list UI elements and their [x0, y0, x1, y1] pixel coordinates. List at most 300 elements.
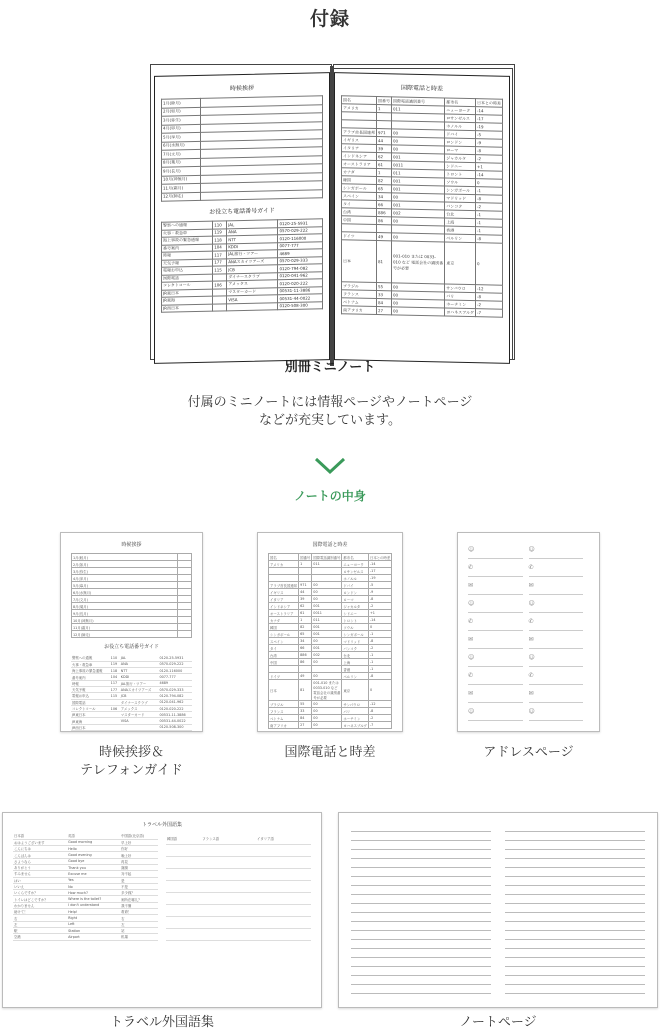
- table-cell: 886: [299, 652, 312, 659]
- table-cell: 886: [377, 209, 392, 217]
- phone-icon: ✆: [468, 564, 474, 571]
- table-row: [72, 617, 192, 624]
- phone-guide-table: [161, 218, 323, 312]
- table-cell: 971: [377, 129, 392, 137]
- table-cell: Station: [67, 927, 120, 933]
- caption-line: トラベル外国語集: [109, 1015, 214, 1030]
- address-line: [529, 685, 584, 703]
- card-guide-table: [71, 655, 192, 731]
- table-cell: 香港: [342, 666, 369, 673]
- table-cell: -8: [476, 293, 503, 302]
- table-cell: 0: [368, 680, 391, 701]
- card-travel-phrases: [2, 812, 322, 1008]
- table-cell: 00: [392, 307, 445, 316]
- table-cell: Help!: [67, 909, 120, 915]
- table-cell: アラブ首長国連邦: [342, 128, 377, 137]
- table-cell: -14: [476, 171, 503, 180]
- description-line: 付属のミニノートには情報ページやノートページ: [187, 395, 473, 410]
- note-line: [351, 913, 491, 922]
- note-line: [505, 832, 645, 841]
- table-row: [72, 624, 192, 631]
- table-cell: [312, 575, 342, 582]
- header-cell: フランス語: [201, 833, 256, 845]
- table-cell: ホノルル: [445, 122, 476, 131]
- table-cell: フランス: [269, 708, 299, 715]
- address-line: [529, 631, 584, 649]
- table-cell: Left: [67, 921, 120, 927]
- table-cell: 4689: [158, 680, 192, 686]
- note-line: [351, 904, 491, 913]
- table-cell: JAL: [120, 655, 159, 661]
- table-cell: 00: [392, 129, 445, 138]
- table-cell: サンパウロ: [445, 284, 476, 293]
- address-line: [468, 577, 523, 595]
- card-timezone-title: 国際電話と時差: [312, 542, 348, 548]
- table-row: [269, 603, 392, 610]
- table-cell: 49: [299, 673, 312, 680]
- table-cell: イギリス: [269, 589, 299, 596]
- table-cell: さようなら: [13, 858, 67, 864]
- table-cell: [256, 916, 311, 928]
- table-cell: ソウル: [445, 178, 476, 187]
- table-cell: [166, 857, 201, 869]
- note-line: [505, 877, 645, 886]
- table-cell: 0570-029-222: [158, 661, 192, 667]
- table-cell: [256, 892, 311, 904]
- table-cell: 177: [213, 258, 227, 266]
- header-cell: 国際電話識別番号: [392, 97, 445, 106]
- table-cell: 不是: [120, 883, 158, 889]
- table-row: [166, 857, 311, 869]
- table-cell: -8: [368, 708, 391, 715]
- table-cell: 110: [213, 221, 227, 229]
- description: [0, 394, 660, 430]
- address-line: [529, 541, 584, 559]
- table-cell: ドイツ: [269, 673, 299, 680]
- note-column: [351, 823, 491, 994]
- table-cell: -8: [476, 147, 503, 156]
- table-row: [72, 631, 192, 638]
- address-column: [529, 541, 590, 721]
- table-cell: 1: [377, 169, 392, 177]
- table-cell: 0120-116000: [158, 668, 192, 674]
- table-cell: 62: [377, 153, 392, 161]
- open-notebook-illustration: [150, 58, 515, 358]
- address-line: [468, 631, 523, 649]
- table-cell: [166, 904, 201, 916]
- table-cell: 電報お申込: [162, 266, 213, 275]
- note-line: [505, 922, 645, 931]
- table-cell: 001: [312, 631, 342, 638]
- table-row: [269, 673, 392, 680]
- table-cell: イタリア: [342, 144, 377, 153]
- table-cell: 台北: [342, 652, 369, 659]
- table-row: [269, 645, 392, 652]
- card-greetings-title: 時候挨拶: [121, 542, 142, 548]
- header-cell: 国番号: [300, 555, 311, 560]
- table-cell: ホーチミン: [342, 715, 369, 722]
- table-cell: -1: [476, 219, 503, 228]
- table-cell: 0570-029-222: [278, 226, 323, 234]
- table-cell: -9: [368, 589, 391, 596]
- table-cell: 33: [377, 291, 392, 299]
- table-cell: 0120-508-300: [158, 724, 192, 730]
- table-cell: 対不起: [120, 871, 158, 877]
- card-greetings-caption: [60, 744, 203, 780]
- table-cell: -2: [476, 203, 503, 212]
- table-cell: 00531-44-0022: [278, 294, 323, 302]
- table-cell: 106: [110, 705, 120, 711]
- right-page-title: 国際電話と時差: [400, 84, 443, 93]
- table-cell: 61: [377, 161, 392, 169]
- address-line: [529, 559, 584, 577]
- table-cell: 国際電話: [162, 274, 213, 283]
- table-cell: こんばんは: [13, 852, 67, 858]
- table-cell: ANAスカイツアーズ: [227, 257, 278, 266]
- month-cell: 1月(睦月): [162, 98, 201, 107]
- table-cell: ベトナム: [342, 298, 377, 307]
- table-row: [166, 845, 311, 857]
- table-cell: [299, 666, 312, 673]
- phone-icon: ✆: [468, 618, 474, 625]
- table-cell: 39: [299, 596, 312, 603]
- table-cell: 你好: [120, 846, 158, 852]
- table-cell: 011: [392, 169, 445, 178]
- table-cell: 49: [377, 233, 392, 241]
- table-cell: [312, 666, 342, 673]
- table-cell: マスターカード: [120, 712, 159, 718]
- table-cell: [269, 575, 299, 582]
- greeting-cell: [178, 582, 192, 589]
- month-cell: 9月(長月): [162, 166, 201, 175]
- table-cell: 我不懂: [120, 902, 158, 908]
- table-row: [269, 666, 392, 673]
- note-line: [505, 976, 645, 985]
- table-cell: 119: [110, 661, 120, 667]
- table-cell: 站: [120, 927, 158, 933]
- note-line: [351, 841, 491, 850]
- table-cell: 27: [377, 307, 392, 315]
- notebook-right-page: [334, 72, 510, 364]
- table-cell: 南アフリカ: [269, 722, 299, 729]
- table-cell: Excuse me: [67, 871, 120, 877]
- guide-title: お役立ち電話番号ガイド: [209, 207, 275, 216]
- table-cell: 86: [299, 659, 312, 666]
- note-line: [351, 877, 491, 886]
- table-cell: [269, 666, 299, 673]
- table-cell: [201, 904, 256, 916]
- address-column: [468, 541, 529, 721]
- mini-note-heading: 別冊ミニノート: [284, 360, 376, 375]
- person-icon: ☺: [468, 600, 475, 607]
- table-cell: アラブ首長国連邦: [270, 583, 298, 588]
- table-cell: [299, 575, 312, 582]
- table-cell: 62: [299, 603, 312, 610]
- table-cell: トロント: [342, 617, 369, 624]
- table-cell: JR西日本: [71, 724, 110, 730]
- table-cell: [201, 881, 256, 893]
- table-cell: 00: [392, 137, 445, 146]
- table-cell: ドバイ: [342, 582, 369, 589]
- table-cell: Good evening: [67, 852, 120, 858]
- table-row: [72, 610, 192, 617]
- table-cell: 011: [312, 617, 342, 624]
- table-cell: JAL旅行・ツアー: [227, 250, 278, 259]
- header-cell: イタリア語: [256, 833, 311, 845]
- table-row: [166, 833, 311, 845]
- table-cell: パリ: [445, 292, 476, 301]
- table-cell: +1: [476, 163, 503, 172]
- greeting-cell: [200, 189, 322, 200]
- table-cell: ブラジル: [269, 701, 299, 708]
- table-cell: [256, 845, 311, 857]
- table-cell: 00: [312, 659, 342, 666]
- table-cell: 66: [299, 645, 312, 652]
- table-cell: 00: [392, 145, 445, 154]
- table-cell: 時報: [71, 680, 110, 686]
- table-cell: スペイン: [269, 638, 299, 645]
- table-cell: イギリス: [342, 136, 377, 145]
- table-cell: ロンドン: [342, 589, 369, 596]
- person-icon: ☺: [528, 708, 535, 715]
- table-cell: 002: [312, 652, 342, 659]
- table-cell: -17: [476, 115, 503, 124]
- month-cell: 2月(如月): [72, 561, 178, 568]
- table-cell: -8: [368, 596, 391, 603]
- table-cell: ダイナースクラブ: [227, 272, 278, 281]
- table-cell: [201, 892, 256, 904]
- table-cell: 001: [312, 624, 342, 631]
- table-cell: -7: [476, 309, 503, 318]
- address-line: [468, 541, 523, 559]
- note-line: [505, 967, 645, 976]
- table-row: [269, 582, 392, 589]
- table-cell: 82: [299, 624, 312, 631]
- table-cell: 中国: [342, 216, 377, 225]
- table-cell: NTT: [120, 668, 159, 674]
- table-row: [269, 715, 392, 722]
- address-line: [468, 649, 523, 667]
- table-cell: 84: [299, 715, 312, 722]
- table-cell: -2: [368, 603, 391, 610]
- table-cell: -1: [476, 187, 503, 196]
- table-cell: 0120-794-082: [278, 264, 323, 272]
- travel-table-right: [166, 833, 311, 941]
- table-cell: 天気予報: [71, 686, 110, 692]
- left-page-title: 時候挨拶: [229, 84, 254, 93]
- table-cell: 44: [299, 589, 312, 596]
- table-cell: 日本: [342, 240, 377, 283]
- table-cell: -14: [476, 107, 503, 116]
- table-row: [72, 568, 192, 575]
- header-cell: 韓国語: [166, 833, 201, 845]
- greeting-cell: [178, 554, 192, 561]
- address-line: [468, 613, 523, 631]
- chevron-down-icon: [313, 456, 347, 476]
- table-cell: [269, 568, 299, 575]
- address-line: [529, 577, 584, 595]
- table-cell: -1: [476, 227, 503, 236]
- table-cell: Hello: [67, 846, 120, 852]
- address-line: [529, 595, 584, 613]
- header-cell: 都市名: [445, 98, 476, 107]
- table-cell: 00: [312, 715, 342, 722]
- note-line: [505, 859, 645, 868]
- table-cell: 駅: [13, 927, 67, 933]
- table-cell: [166, 892, 201, 904]
- table-cell: 日本: [269, 680, 299, 701]
- table-cell: 61: [299, 610, 312, 617]
- table-cell: 0: [476, 243, 503, 286]
- table-cell: 海上事故の緊急通報: [162, 236, 213, 245]
- table-cell: -5: [368, 582, 391, 589]
- table-cell: 助けて！: [13, 909, 67, 915]
- table-cell: KDDI: [227, 242, 278, 251]
- table-cell: 118: [110, 668, 120, 674]
- table-cell: ありがとう: [13, 864, 67, 870]
- table-cell: [201, 857, 256, 869]
- table-cell: 971: [299, 582, 312, 589]
- note-line: [505, 868, 645, 877]
- phone-icon: ✆: [528, 618, 534, 625]
- table-cell: Right: [67, 915, 120, 921]
- month-cell: 5月(皐月): [162, 132, 201, 141]
- table-cell: 33: [299, 708, 312, 715]
- table-cell: -12: [368, 701, 391, 708]
- table-cell: コレクトコール: [71, 705, 110, 711]
- table-cell: [213, 303, 227, 311]
- note-line: [505, 913, 645, 922]
- table-row: [72, 561, 192, 568]
- table-cell: 115: [213, 266, 227, 274]
- table-row: [166, 869, 311, 881]
- note-line: [505, 823, 645, 832]
- mail-icon: ✉: [528, 582, 534, 589]
- table-cell: [110, 724, 120, 730]
- table-cell: 001: [392, 185, 445, 194]
- month-cell: 6月(水無月): [72, 589, 178, 596]
- table-cell: I don't understand: [67, 902, 120, 908]
- month-cell: 3月(弥生): [72, 568, 178, 575]
- table-cell: 謝謝: [120, 864, 158, 870]
- table-cell: バンコク: [445, 202, 476, 211]
- card-address: [457, 532, 600, 732]
- table-cell: 44: [377, 137, 392, 145]
- address-line: [468, 703, 523, 721]
- note-line: [351, 823, 491, 832]
- table-cell: トイレはどこですか？: [13, 896, 67, 902]
- table-cell: -9: [476, 139, 503, 148]
- table-cell: ソウル: [342, 624, 369, 631]
- table-row: [269, 561, 392, 568]
- mail-icon: ✉: [528, 690, 534, 697]
- table-row: [166, 928, 311, 940]
- address-line: [468, 685, 523, 703]
- table-cell: [256, 857, 311, 869]
- table-cell: はい: [13, 877, 67, 883]
- table-cell: 011: [392, 105, 445, 114]
- table-cell: 時報: [162, 251, 213, 260]
- table-cell: Airport: [67, 934, 120, 940]
- table-cell: 上海: [342, 659, 369, 666]
- table-cell: -1: [368, 631, 391, 638]
- table-cell: マドリッド: [445, 194, 476, 203]
- table-cell: 00: [392, 233, 445, 242]
- notebook-left-page: [154, 72, 330, 364]
- table-row: [269, 617, 392, 624]
- table-cell: 厠所在哪儿？: [120, 896, 158, 902]
- note-line: [351, 976, 491, 985]
- table-cell: 警察への通報: [71, 655, 110, 661]
- table-row: [166, 892, 311, 904]
- table-cell: 27: [299, 722, 312, 729]
- note-line: [505, 904, 645, 913]
- table-cell: ドイツ: [342, 232, 377, 241]
- table-cell: ジャカルタ: [342, 603, 369, 610]
- mail-icon: ✉: [468, 582, 474, 589]
- table-cell: 机場: [120, 934, 158, 940]
- table-cell: -19: [476, 123, 503, 132]
- table-row: [72, 589, 192, 596]
- table-cell: 55: [299, 701, 312, 708]
- table-row: [13, 934, 158, 940]
- table-cell: -2: [368, 715, 391, 722]
- table-cell: 0120-508-300: [278, 301, 323, 309]
- table-cell: -14: [368, 617, 391, 624]
- table-cell: 0120-020-222: [278, 279, 323, 287]
- table-cell: ホーチミン: [445, 300, 476, 309]
- table-cell: [166, 881, 201, 893]
- note-column: [505, 823, 645, 994]
- table-cell: ANAスカイツアーズ: [120, 686, 159, 692]
- table-cell: カナダ: [342, 168, 377, 177]
- table-cell: 011: [312, 561, 342, 568]
- table-cell: 0120-25-5931: [278, 219, 323, 227]
- table-cell: 00531-44-0022: [158, 718, 192, 724]
- table-cell: わかりません: [13, 902, 67, 908]
- month-cell: 10月(神無月): [162, 175, 201, 184]
- table-cell: 1: [377, 105, 392, 113]
- table-cell: カナダ: [269, 617, 299, 624]
- table-cell: 1: [299, 561, 312, 568]
- table-row: [269, 708, 392, 715]
- note-line: [351, 949, 491, 958]
- table-cell: 電報お申込: [71, 693, 110, 699]
- greeting-cell: [178, 610, 192, 617]
- table-cell: 00: [312, 596, 342, 603]
- table-cell: アメックス: [227, 280, 278, 289]
- card-note-caption: [338, 1014, 658, 1032]
- page-title: 付録: [309, 8, 350, 30]
- month-cell: 7月(文月): [72, 596, 178, 603]
- table-cell: 106: [213, 281, 227, 289]
- table-cell: 39: [377, 145, 392, 153]
- table-cell: 0: [476, 179, 503, 188]
- table-cell: [166, 845, 201, 857]
- month-cell: 2月(如月): [162, 107, 201, 116]
- table-cell: -2: [476, 155, 503, 164]
- table-cell: 東京: [342, 680, 369, 701]
- address-line: [529, 613, 584, 631]
- table-cell: 0570-029-333: [158, 686, 192, 692]
- table-cell: ローマ: [342, 596, 369, 603]
- table-cell: 晩上好: [120, 852, 158, 858]
- table-cell: 118: [213, 236, 227, 244]
- table-cell: ベトナム: [269, 715, 299, 722]
- table-cell: 002: [392, 209, 445, 218]
- caption-line: 時候挨拶＆: [98, 745, 164, 760]
- card-guide-title: お役立ち電話番号ガイド: [104, 644, 159, 650]
